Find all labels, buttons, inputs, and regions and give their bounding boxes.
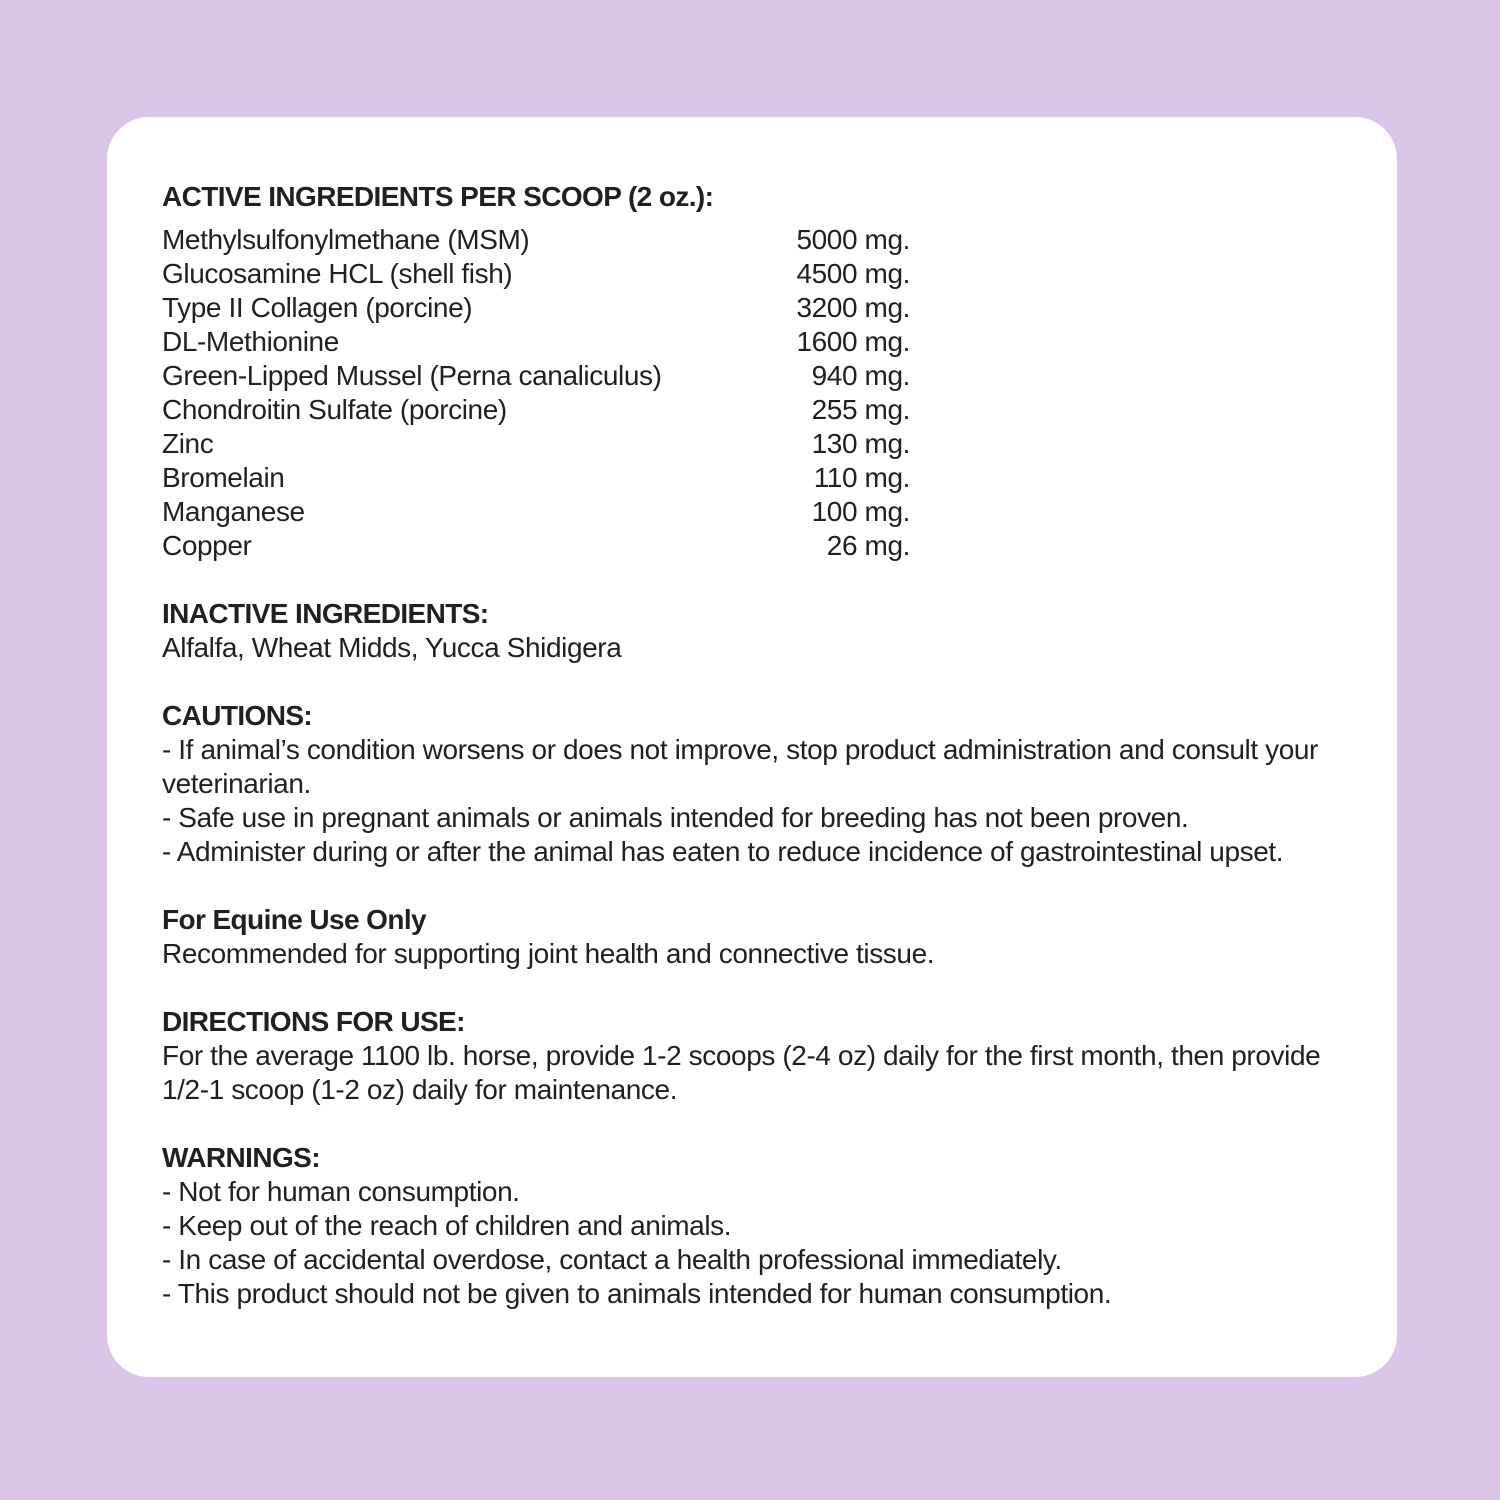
warnings-heading: WARNINGS:	[162, 1142, 320, 1173]
inactive-ingredients-heading: INACTIVE INGREDIENTS:	[162, 598, 489, 629]
active-ingredients-heading: ACTIVE INGREDIENTS PER SCOOP (2 oz.):	[162, 181, 714, 212]
equine-use-lines	[162, 937, 1342, 971]
ingredient-amount: 940 mg.	[811, 360, 910, 391]
text-line: - Administer during or after the animal has eaten to reduce incidence of gastrointestinal upset.	[162, 836, 1284, 867]
ingredient-amount: 5000 mg.	[796, 224, 910, 255]
ingredient-row	[162, 291, 910, 325]
text-line: Alfalfa, Wheat Midds, Yucca Shidigera	[162, 632, 622, 663]
ingredient-row	[162, 325, 910, 359]
text-line: veterinarian.	[162, 768, 311, 799]
text-line: Recommended for supporting joint health and connective tissue.	[162, 938, 935, 969]
supplement-label-card	[107, 117, 1397, 1377]
ingredient-row	[162, 529, 910, 563]
ingredient-name: Type II Collagen (porcine)	[162, 292, 473, 323]
text-line: - If animal’s condition worsens or does not improve, stop product administration and consult your	[162, 734, 1318, 765]
ingredient-amount: 255 mg.	[811, 394, 910, 425]
cautions-heading: CAUTIONS:	[162, 700, 313, 731]
ingredient-name: Methylsulfonylmethane (MSM)	[162, 224, 530, 255]
ingredient-name: Glucosamine HCL (shell fish)	[162, 258, 513, 289]
inactive-ingredients-lines	[162, 631, 1342, 665]
ingredient-name: DL-Methionine	[162, 326, 339, 357]
ingredient-amount: 4500 mg.	[796, 258, 910, 289]
ingredient-row	[162, 495, 910, 529]
section-warnings	[162, 1141, 1342, 1311]
ingredient-name: Green-Lipped Mussel (Perna canaliculus)	[162, 360, 662, 391]
text-line: For the average 1100 lb. horse, provide 1-2 scoops (2-4 oz) daily for the first month, then provide	[162, 1040, 1321, 1071]
ingredient-amount: 100 mg.	[811, 496, 910, 527]
section-equine-use	[162, 903, 1342, 971]
text-line: - Keep out of the reach of children and animals.	[162, 1210, 732, 1241]
section-inactive-ingredients	[162, 597, 1342, 665]
section-active-ingredients	[162, 180, 1342, 563]
directions-lines	[162, 1039, 1342, 1107]
ingredient-row	[162, 359, 910, 393]
ingredient-amount: 26 mg.	[826, 530, 910, 561]
text-line: - Not for human consumption.	[162, 1176, 520, 1207]
active-ingredients-list	[162, 223, 1342, 563]
ingredient-name: Zinc	[162, 428, 214, 459]
cautions-lines	[162, 733, 1342, 869]
warnings-lines	[162, 1175, 1342, 1311]
ingredient-name: Bromelain	[162, 462, 285, 493]
ingredient-name: Chondroitin Sulfate (porcine)	[162, 394, 507, 425]
ingredient-name: Manganese	[162, 496, 305, 527]
ingredient-row	[162, 223, 910, 257]
directions-heading: DIRECTIONS FOR USE:	[162, 1006, 465, 1037]
ingredient-row	[162, 393, 910, 427]
ingredient-row	[162, 427, 910, 461]
text-line: - Safe use in pregnant animals or animals intended for breeding has not been proven.	[162, 802, 1189, 833]
ingredient-row	[162, 461, 910, 495]
ingredient-amount: 130 mg.	[811, 428, 910, 459]
text-line: - In case of accidental overdose, contact a health professional immediately.	[162, 1244, 1062, 1275]
ingredient-amount: 1600 mg.	[796, 326, 910, 357]
section-directions	[162, 1005, 1342, 1107]
ingredient-row	[162, 257, 910, 291]
ingredient-amount: 110 mg.	[813, 462, 910, 493]
ingredient-amount: 3200 mg.	[796, 292, 910, 323]
section-cautions	[162, 699, 1342, 869]
text-line: - This product should not be given to animals intended for human consumption.	[162, 1278, 1112, 1309]
ingredient-name: Copper	[162, 530, 252, 561]
equine-use-heading: For Equine Use Only	[162, 904, 426, 935]
text-line: 1/2-1 scoop (1-2 oz) daily for maintenance.	[162, 1074, 678, 1105]
